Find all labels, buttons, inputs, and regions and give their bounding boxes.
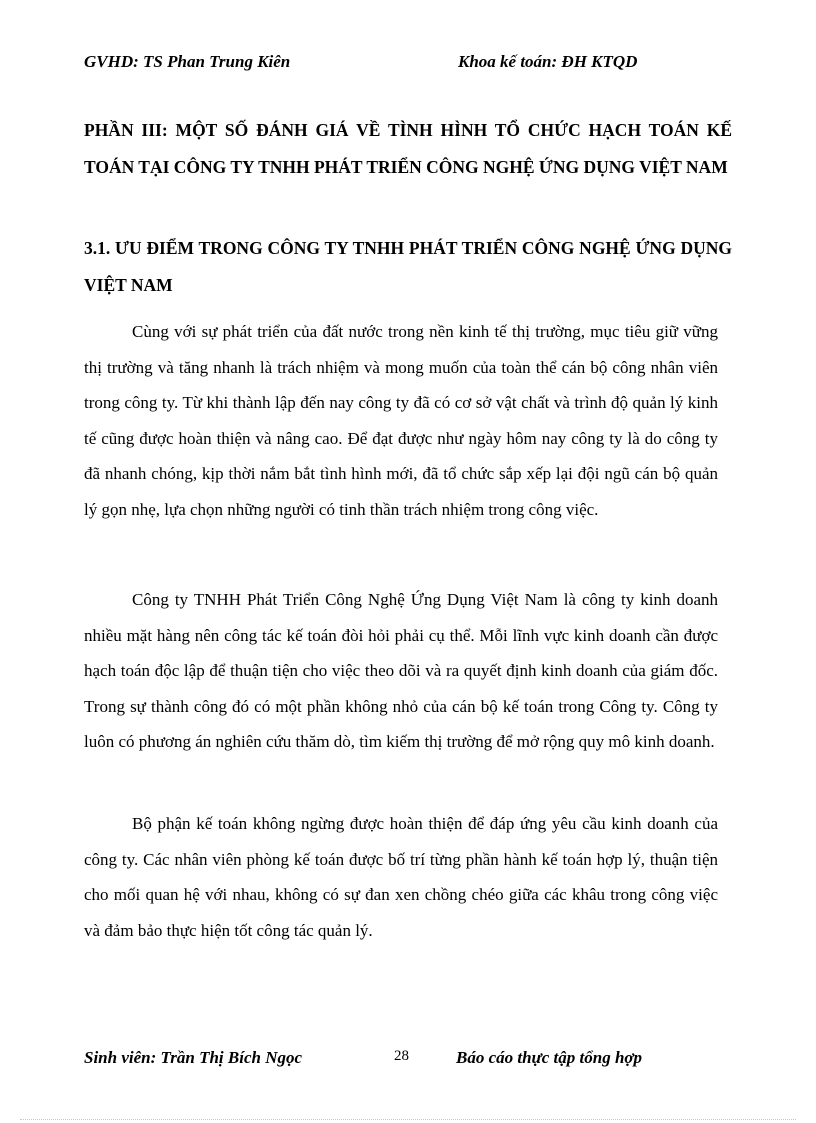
body-paragraph-3: Bộ phận kế toán không ngừng được hoàn thiện để đáp ứng yêu cầu kinh doanh của công ty. Các nhân viên phòng kế toán được bố trí từng phần hành kế toán hợp lý, thuận tiện cho mối quan hệ với nhau, không có sự đan xen chồng chéo giữa các khâu trong công việc và đảm bảo thực hiện tốt công tác quản lý. xyxy=(84,814,718,940)
student-name: Sinh viên: Trần Thị Bích Ngọc xyxy=(84,1048,303,1067)
page-header xyxy=(84,52,724,78)
body-paragraph-2: Công ty TNHH Phát Triển Công Nghệ Ứng Dụng Việt Nam là công ty kinh doanh nhiều mặt hàng nên công tác kế toán đòi hỏi phải cụ thể. Mỗi lĩnh vực kinh doanh cần được hạch toán độc lập để thuận tiện cho việc theo dõi và ra quyết định kinh doanh của giám đốc. Trong sự thành công đó có một phần không nhỏ của cán bộ kế toán trong Công ty. Công ty luôn có phương án nghiên cứu thăm dò, tìm kiếm thị trường để mở rộng quy mô kinh doanh. xyxy=(84,590,718,751)
section-heading: 3.1. ƯU ĐIỂM TRONG CÔNG TY TNHH PHÁT TRIỂN CÔNG NGHỆ ỨNG DỤNG VIỆT NAM xyxy=(84,238,732,295)
part-heading: PHẦN III: MỘT SỐ ĐÁNH GIÁ VỀ TÌNH HÌNH TỔ CHỨC HẠCH TOÁN KẾ TOÁN TẠI CÔNG TY TNHH PHÁT TRIỂN CÔNG NGHỆ ỨNG DỤNG VIỆT NAM xyxy=(84,120,732,177)
page-number: 28 xyxy=(394,1048,409,1064)
department-label: Khoa kế toán: ĐH KTQD xyxy=(458,52,638,71)
supervisor-label: GVHD: TS Phan Trung Kiên xyxy=(84,52,291,71)
page-footer xyxy=(84,1048,724,1074)
report-title: Báo cáo thực tập tổng hợp xyxy=(456,1048,643,1067)
body-paragraph-1: Cùng với sự phát triển của đất nước trong nền kinh tế thị trường, mục tiêu giữ vững thị trường và tăng nhanh là trách nhiệm và mong muốn của toàn thể cán bộ công nhân viên trong công ty. Từ khi thành lập đến nay công ty đã có cơ sở vật chất và trình độ quản lý kinh tế cũng được hoàn thiện và nâng cao. Để đạt được như ngày hôm nay công ty là do công ty đã nhanh chóng, kịp thời nắm bắt tình hình mới, đã tổ chức sắp xếp lại đội ngũ cán bộ quản lý gọn nhẹ, lựa chọn những người có tinh thần trách nhiệm trong công việc. xyxy=(84,322,718,519)
page-bottom-divider xyxy=(20,1119,796,1120)
